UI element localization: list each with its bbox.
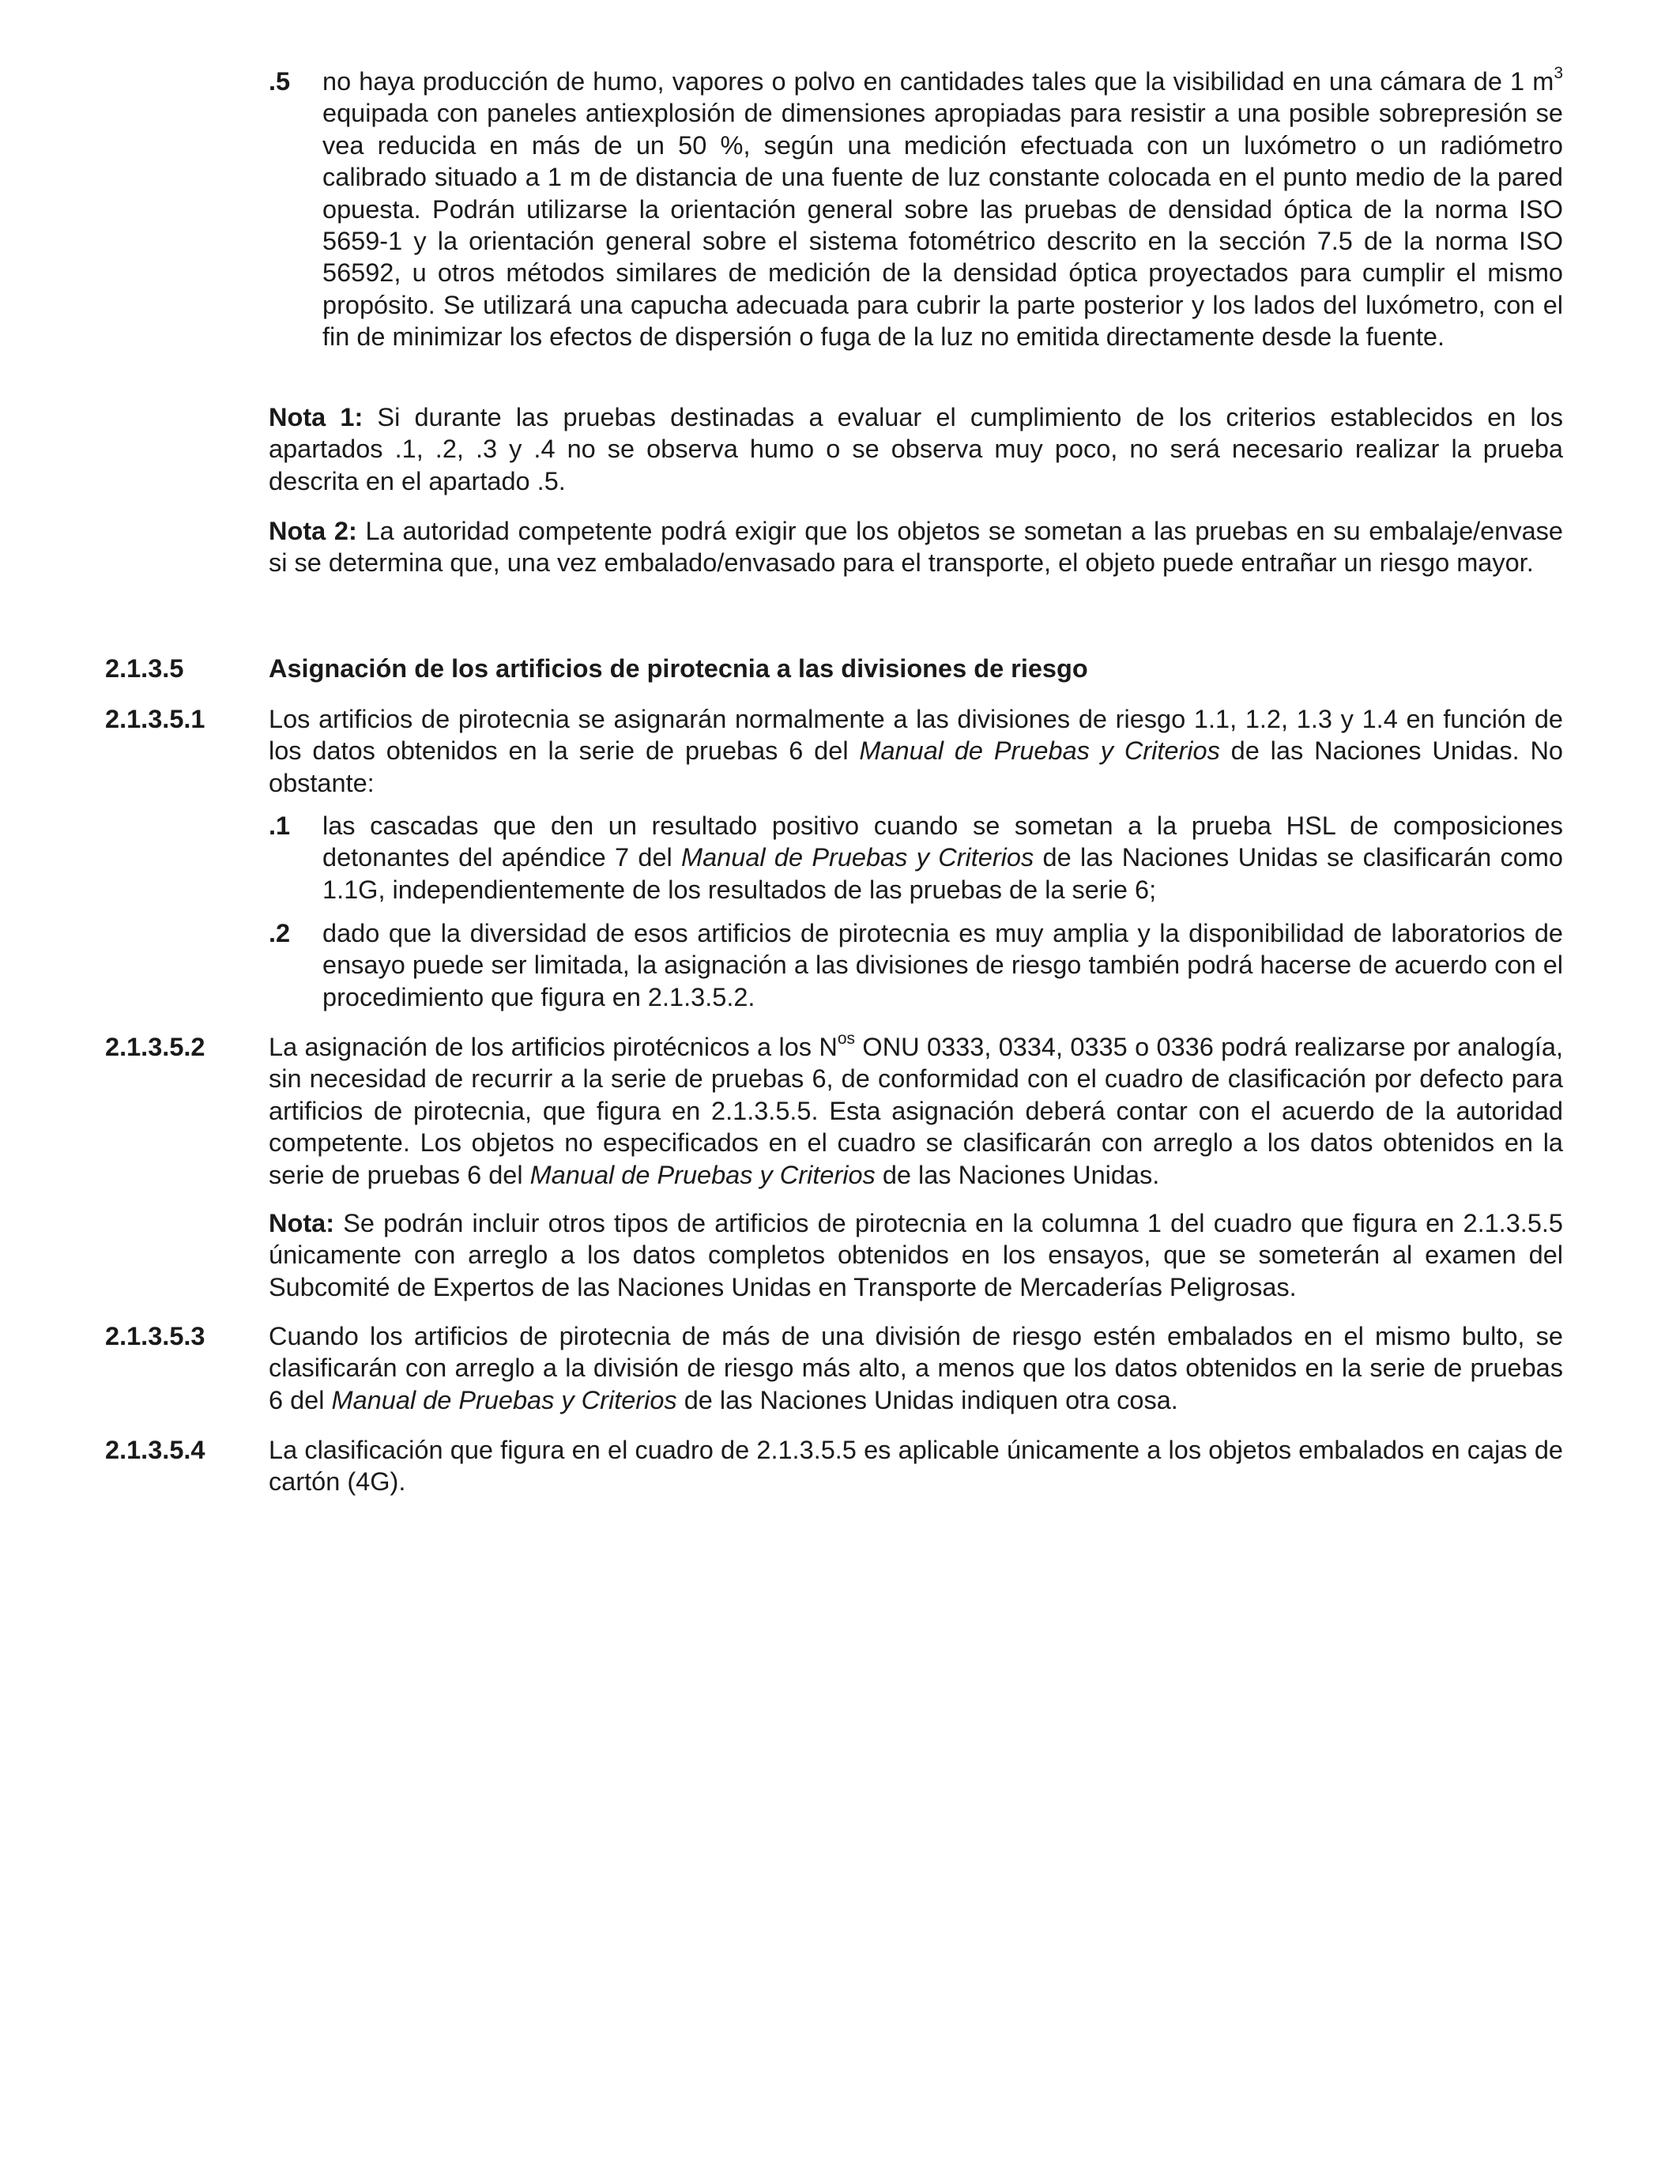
list-item-text: no haya producción de humo, vapores o polvo en cantidades tales que la visibilidad en una cámara de 1 $m^3$ equipada con paneles antiexplosión de dimensiones apropiadas para resistir a una posible sobrepresión se vea reducida en más de un 50 %, según una medición efectuada con un luxómetro o un radiómetro calibrado situado a 1 m de distancia de una fuente de luz constante colocada en el punto medio de la pared opuesta. Podrán utilizarse la orientación general sobre las pruebas de densidad óptica de la norma ISO 5659-1 y la orientación general sobre el sistema fotométrico descrito en la sección 7.5 de la norma ISO 56592, u otros métodos similares de medición de la densidad óptica proyectados para cumplir el mismo propósito. Se utilizará una capucha adecuada para cubrir la parte posterior y los lados del luxómetro, con el fin de minimizar los efectos de dispersión o fuga de la luz no emitida directamente desde la fuente. — [322, 64, 1563, 352]
note-label: Nota: — [269, 1209, 335, 1237]
section-number: 2.1.3.5 — [105, 654, 184, 683]
list-item-number: .2 — [269, 919, 291, 947]
paragraph-21353 — [105, 1320, 1563, 1416]
paragraph-21352 — [105, 1031, 1563, 1191]
paragraph-text: Cuando los artificios de pirotecnia de más de una división de riesgo estén embalados en el mismo bulto, se clasificarán con arreglo a la división de riesgo más alto, a menos que los datos obtenidos en la serie de pruebas 6 del Manual de Pruebas y Criterios de las Naciones Unidas indiquen otra cosa. — [269, 1322, 1563, 1414]
section-title: Asignación de los artificios de pirotecnia a las divisiones de riesgo — [269, 654, 1088, 683]
superscript: 3 — [1554, 64, 1563, 82]
paragraph-21354 — [105, 1434, 1563, 1498]
paragraph-text: Los artificios de pirotecnia se asignarán normalmente a las divisiones de riesgo 1.1, 1.2, 1.3 y 1.4 en función de los datos obtenidos en la serie de pruebas 6 del Manual de Pruebas y Criterios de las Naciones Unidas. No obstante: — [269, 705, 1563, 797]
paragraph-number: 2.1.3.5.3 — [105, 1322, 205, 1350]
paragraph-number: 2.1.3.5.4 — [105, 1436, 205, 1464]
paragraph-number: 2.1.3.5.1 — [105, 705, 205, 733]
note-label: Nota 1: — [269, 403, 363, 431]
paragraph-text: La asignación de los artificios pirotécnicos a los $N^{os}$ ONU 0333, 0334, 0335 o 0336 podrá realizarse por analogía, sin necesidad de recurrir a la serie de pruebas 6, de conformidad con el cuadro de clasificación por defecto para artificios de pirotecnia, que figura en 2.1.3.5.5. Esta asignación deberá contar con el acuerdo de la autoridad competente. Los objetos no especificados en el cuadro se clasificarán con arreglo a los datos obtenidos en la serie de pruebas 6 del Manual de Pruebas y Criterios de las Naciones Unidas. — [269, 1030, 1563, 1189]
list-item-text: dado que la diversidad de esos artificios de pirotecnia es muy amplia y la disponibilidad de laboratorios de ensayo puede ser limitada, la asignación a las divisiones de riesgo también podrá hacerse de acuerdo con el procedimiento que figura en 2.1.3.5.2. — [322, 919, 1563, 1011]
list-item-text: las cascadas que den un resultado positivo cuando se sometan a la prueba HSL de composiciones detonantes del apéndice 7 del Manual de Pruebas y Criterios de las Naciones Unidas se clasificarán como 1.1G, independientemente de los resultados de las pruebas de la serie 6; — [322, 811, 1563, 904]
superscript: os — [837, 1030, 856, 1048]
note-2: Nota 2: La autoridad competente podrá exigir que los objetos se sometan a las pruebas en su embalaje/envase si se determina que, una vez embalado/envasado para el transporte, el objeto puede entrañar un riesgo mayor. — [269, 517, 1563, 578]
note-label: Nota 2: — [269, 517, 357, 545]
paragraph-number: 2.1.3.5.2 — [105, 1033, 205, 1061]
list-item-number: .1 — [269, 811, 291, 840]
list-item-2 — [269, 917, 1563, 1013]
section-heading-2135 — [105, 653, 1563, 684]
list-item-number: .5 — [269, 67, 291, 96]
paragraph-text: La clasificación que figura en el cuadro de 2.1.3.5.5 es aplicable únicamente a los objetos embalados en cajas de cartón (4G). — [269, 1436, 1563, 1497]
note-1: Nota 1: Si durante las pruebas destinadas a evaluar el cumplimiento de los criterios establecidos en los apartados .1, .2, .3 y .4 no se observa humo o se observa muy poco, no será necesario realizar la prueba descrita en el apartado .5. — [269, 403, 1563, 495]
list-item-5 — [269, 66, 1563, 353]
paragraph-21351 — [105, 703, 1563, 799]
list-item-1 — [269, 810, 1563, 906]
note: Nota: Se podrán incluir otros tipos de artificios de pirotecnia en la columna 1 del cuadro que figura en 2.1.3.5.5 únicamente con arreglo a los datos completos obtenidos en los ensayos, que se someterán al examen del Subcomité de Expertos de las Naciones Unidas en Transporte de Mercaderías Peligrosas. — [269, 1209, 1563, 1301]
